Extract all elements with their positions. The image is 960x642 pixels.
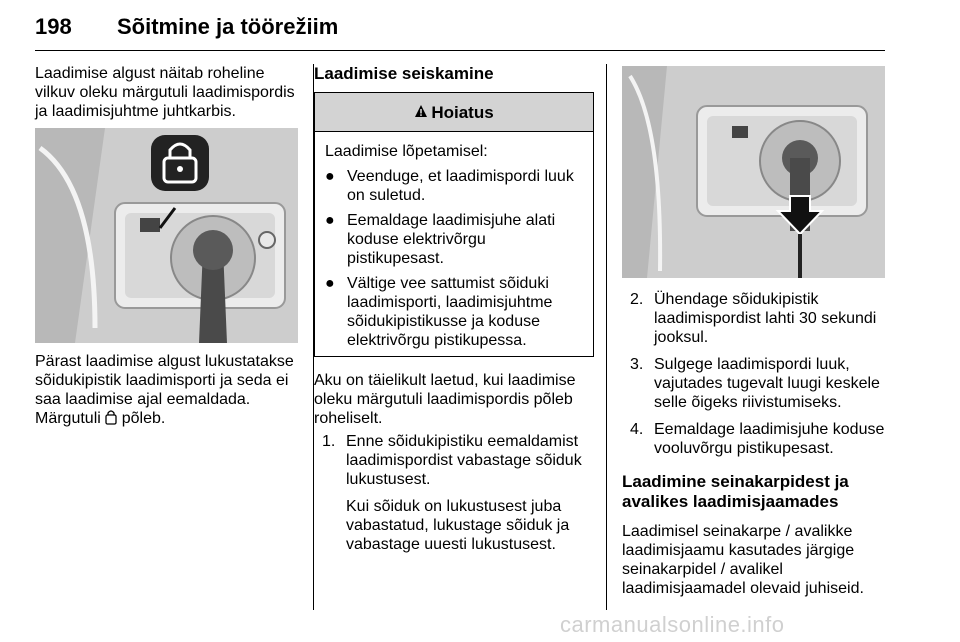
column-divider-2 bbox=[606, 64, 607, 610]
step-text: Enne sõidukipistiku eemaldamist laadimispordist vabastage sõiduk lukustusest. bbox=[346, 433, 582, 488]
warning-header bbox=[315, 93, 593, 132]
column-1-lower bbox=[35, 352, 300, 428]
step-number: 1. bbox=[322, 433, 336, 450]
warning-lead: Laadimise lõpetamisel: bbox=[325, 143, 488, 160]
step-number: 2. bbox=[630, 291, 644, 308]
warning-triangle-icon bbox=[414, 103, 428, 122]
step-text: Ühendage sõidukipistik laadimispordist lahti 30 sekundi jooksul. bbox=[654, 291, 877, 346]
warning-box bbox=[314, 92, 594, 357]
wallbox-heading: Laadimine seinakarpidest ja avalikes laadimisjaamades bbox=[622, 472, 849, 511]
indicator-line bbox=[35, 409, 300, 428]
page-header bbox=[35, 14, 885, 54]
stop-charging-heading: Laadimise seiskamine bbox=[314, 64, 494, 83]
watermark: carmanualsonline.info bbox=[560, 612, 785, 637]
warning-bullet-text: Eemaldage laadimisjuhe alati koduse elektrivõrgu pistikupesast. bbox=[347, 212, 556, 267]
step-item bbox=[622, 420, 887, 458]
step-item bbox=[622, 290, 887, 347]
warning-title: Hoiatus bbox=[431, 102, 494, 122]
chapter-title: Sõitmine ja töörežiim bbox=[117, 14, 339, 39]
column-1 bbox=[35, 64, 300, 121]
column-3 bbox=[622, 290, 887, 598]
page-number: 198 bbox=[35, 14, 72, 39]
step-text: Sulgege laadimispordi luuk, vajutades tugevalt luugi keskele selle õigeks riivistumiseks. bbox=[654, 356, 880, 411]
wallbox-text: Laadimisel seinakarpe / avalikke laadimisjaamu kasutades järgige seinakarpidel / avalikel laadimisjaamadel olevaid juhiseid. bbox=[622, 523, 864, 597]
warning-bullet-text: Veenduge, et laadimispordi luuk on suletud. bbox=[347, 168, 574, 204]
indicator-suffix: põleb. bbox=[121, 410, 166, 427]
after-charge-text: Pärast laadimise algust lukustatakse sõidukipistik laadimisporti ja seda ei saa laadimise ajal eemaldada. bbox=[35, 353, 294, 408]
warning-bullet: ● Veenduge, et laadimispordi luuk on suletud. bbox=[325, 167, 583, 205]
step-item bbox=[314, 432, 594, 554]
step-text: Eemaldage laadimisjuhe koduse vooluvõrgu pistikupesast. bbox=[654, 421, 885, 457]
lock-indicator-icon bbox=[105, 410, 121, 427]
step-number: 4. bbox=[630, 421, 644, 438]
warning-body bbox=[315, 132, 593, 356]
full-charge-text: Aku on täielikult laetud, kui laadimise oleku märgutuli laadimispordis põleb roheliselt. bbox=[314, 372, 576, 427]
warning-bullet: ● Eemaldage laadimisjuhe alati koduse elektrivõrgu pistikupesast. bbox=[325, 211, 583, 268]
header-rule bbox=[35, 50, 885, 51]
indicator-prefix: Märgutuli bbox=[35, 410, 101, 427]
intro-text: Laadimise algust näitab roheline vilkuv oleku märgutuli laadimispordis ja laadimisjuhtme juhtkarbis. bbox=[35, 65, 295, 120]
warning-bullet: ● Vältige vee sattumist sõiduki laadimisporti, laadimisjuhtme sõidukipistikusse ja koduse elektrivõrgu pistikupessa. bbox=[325, 274, 583, 350]
figure-charging-port-locked bbox=[35, 128, 298, 343]
step-note: Kui sõiduk on lukustusest juba vabastatud, lukustage sõiduk ja vabastage uuesti lukustusest. bbox=[346, 498, 570, 553]
warning-bullet-text: Vältige vee sattumist sõiduki laadimisporti, laadimisjuhtme sõidukipistikusse ja koduse elektrivõrgu pistikupessa. bbox=[347, 275, 553, 349]
column-2 bbox=[314, 64, 594, 554]
step-item bbox=[622, 355, 887, 412]
step-number: 3. bbox=[630, 356, 644, 373]
figure-unplug-connector bbox=[622, 66, 885, 278]
